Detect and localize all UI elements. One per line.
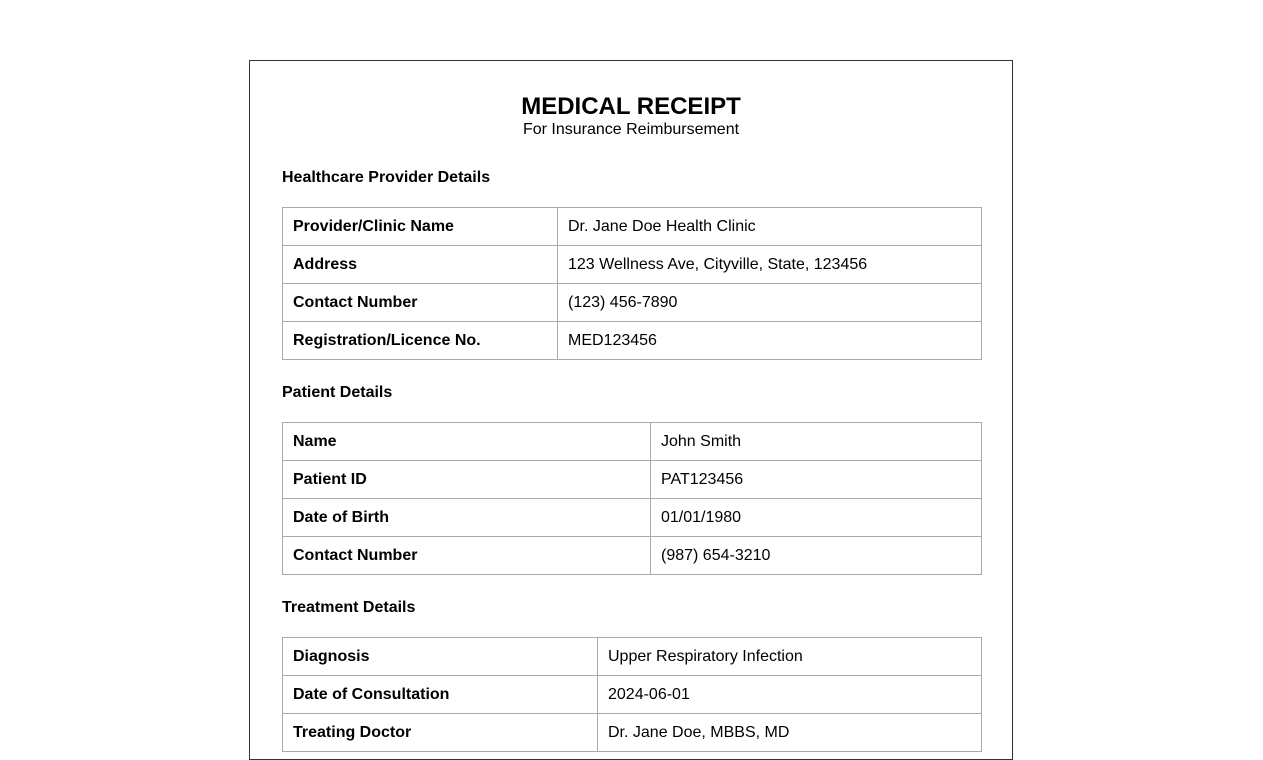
table-row: [283, 499, 982, 537]
row-label: Date of Birth: [283, 499, 651, 537]
row-label: Patient ID: [283, 461, 651, 499]
row-value: John Smith: [651, 423, 982, 461]
table-row: [283, 461, 982, 499]
row-label: Name: [283, 423, 651, 461]
section-title-treatment: Treatment Details: [282, 599, 416, 616]
receipt-page: [249, 60, 1013, 760]
row-label: Registration/Licence No.: [283, 322, 558, 360]
table-row: [283, 322, 982, 360]
provider-details-table: [282, 207, 982, 360]
table-row: [283, 246, 982, 284]
row-label: Contact Number: [283, 284, 558, 322]
table-row: [283, 284, 982, 322]
table-row: [283, 638, 982, 676]
row-value: Dr. Jane Doe, MBBS, MD: [598, 714, 982, 752]
treatment-details-table: [282, 637, 982, 752]
row-label: Provider/Clinic Name: [283, 208, 558, 246]
row-value: (123) 456-7890: [558, 284, 982, 322]
page-subtitle: For Insurance Reimbursement: [522, 121, 740, 138]
row-label: Treating Doctor: [283, 714, 598, 752]
row-label: Address: [283, 246, 558, 284]
table-row: [283, 423, 982, 461]
row-value: (987) 654-3210: [651, 537, 982, 575]
row-value: Dr. Jane Doe Health Clinic: [558, 208, 982, 246]
row-label: Contact Number: [283, 537, 651, 575]
row-value: MED123456: [558, 322, 982, 360]
section-title-patient: Patient Details: [282, 384, 393, 401]
section-title-provider: Healthcare Provider Details: [282, 169, 491, 186]
patient-details-table: [282, 422, 982, 575]
table-row: [283, 714, 982, 752]
page-title: MEDICAL RECEIPT: [521, 93, 741, 120]
row-label: Date of Consultation: [283, 676, 598, 714]
row-value: Upper Respiratory Infection: [598, 638, 982, 676]
row-label: Diagnosis: [283, 638, 598, 676]
table-row: [283, 208, 982, 246]
row-value: 01/01/1980: [651, 499, 982, 537]
row-value: PAT123456: [651, 461, 982, 499]
row-value: 123 Wellness Ave, Cityville, State, 123456: [558, 246, 982, 284]
row-value: 2024-06-01: [598, 676, 982, 714]
table-row: [283, 537, 982, 575]
table-row: [283, 676, 982, 714]
